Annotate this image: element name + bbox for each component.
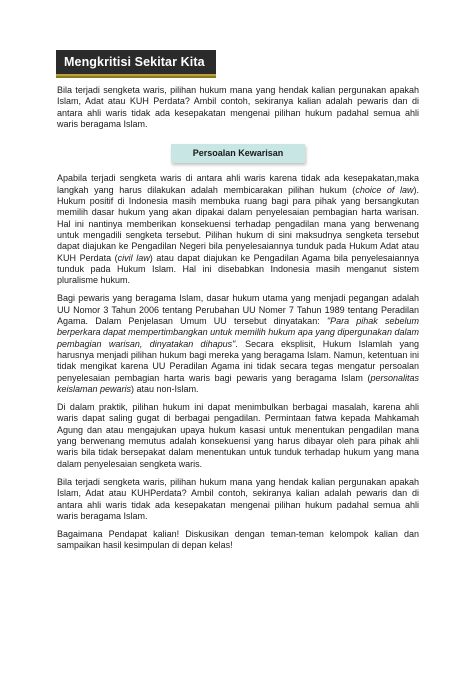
paragraph-3: Di dalam praktik, pilihan hukum ini dapat menimbulkan berbagai masalah, karena ahli waris dapat saling gugat di berbagai pengadilan. Permintaan fatwa kepada Mahkamah Agung dan atau mengajukan upaya hukum kasasi untuk menentukan pengadilan mana yang berwenang memutus adalah konsekuensi yang harus dibayar oleh para pihak ahli waris bila tidak bersepakat dalam menentukan untuk tunduk terhadap hukum yang mana dalam penyelesaian sengketa waris. [57,402,419,469]
paragraph-1-italic-civil-law: civil law [117,252,150,263]
paragraph-1 [57,173,419,286]
paragraph-2-text-e: ) atau non-Islam. [131,383,199,394]
section-header-banner [56,50,216,78]
paragraph-5: Bagaimana Pendapat kalian! Diskusikan dengan teman-teman kelompok kalian dan sampaikan hasil kesimpulan di depan kelas! [57,529,419,551]
section-title-box: Persoalan Kewarisan [171,144,306,163]
paragraph-2-italic-quote: "Para pihak sebelum berperkara dapat mempertimbangkan untuk memilih hukum apa yang dipergunakan dalam pembagian warisan, dinyatakan dihapus" [57,316,419,349]
paragraph-2 [57,293,419,395]
section-header-title: Mengkritisi Sekitar Kita [64,55,205,69]
paragraph-1-text-a: Apabila terjadi sengketa waris di antara ahli waris karena tidak ada kesepakatan,maka langkah yang harus dilakukan adalah membicarakan pilihan hukum ( [57,173,419,195]
page-content [57,85,419,559]
paragraph-1-text-c: ). Hukum positif di Indonesia masih membuka ruang bagi para pihak yang bersangkutan memilih dasar hukum yang akan dipakai dalam penyelesaian pembagian harta warisan. Hal ini nantinya memberikan konsekuensi terhadap pengadilan mana yang berwenang untuk mengadili sengketa tersebut. Pilihan hukum di sini maksudnya sengketa tersebut dapat diajukan ke Pengadilan Negeri bila penyelesaiannya tunduk pada Hukum Adat atau KUH Perdata ( [57,184,419,263]
section-title-wrapper [57,144,419,163]
paragraph-2-text-c: . Secara eksplisit, Hukum Islamlah yang harusnya menjadi pilihan hukum bagi mereka yang beragama Islam. Namun, ketentuan ini tidak mengikat karena UU Peradilan Agama ini tidak secara tegas mengatur persoalan penyelesaian pembagian harta waris bagi pewaris yang beragama Islam ( [57,338,419,383]
paragraph-1-text-e: ) atau dapat diajukan ke Pengadilan Agama bila penyelesaiannya tunduk pada Hukum Islam. Hal ini disebabkan Indonesia masih menganut sistem pluralisme hukum. [57,252,419,286]
paragraph-2-italic-personalitas: personalitas keislaman pewaris [57,372,419,394]
intro-paragraph: Bila terjadi sengketa waris, pilihan hukum mana yang hendak kalian pergunakan apakah Islam, Adat atau KUH Perdata? Ambil contoh, sekiranya kalian adalah pewaris dan di antara ahli waris tidak ada kesepakatan mengenai pilihan hukum padahal semua ahli waris beragama Islam. [57,85,419,129]
paragraph-4: Bila terjadi sengketa waris, pilihan hukum mana yang hendak kalian pergunakan apakah Islam, Adat atau KUHPerdata? Ambil contoh, sekiranya kalian adalah pewaris dan di antara ahli waris tidak ada kesepakatan mengenai pilihan hukum padahal semua ahli waris beragama Islam. [57,476,419,521]
paragraph-2-text-a: Bagi pewaris yang beragama Islam, dasar hukum utama yang menjadi pegangan adalah UU Nomor 3 Tahun 2006 tentang Perubahan UU Nomer 7 Tahun 1989 tentang Peradilan Agama. Dalam Penjelasan Umum UU tersebut dinyatakan: [57,293,419,327]
paragraph-1-italic-choice-of-law: choice of law [355,184,414,195]
